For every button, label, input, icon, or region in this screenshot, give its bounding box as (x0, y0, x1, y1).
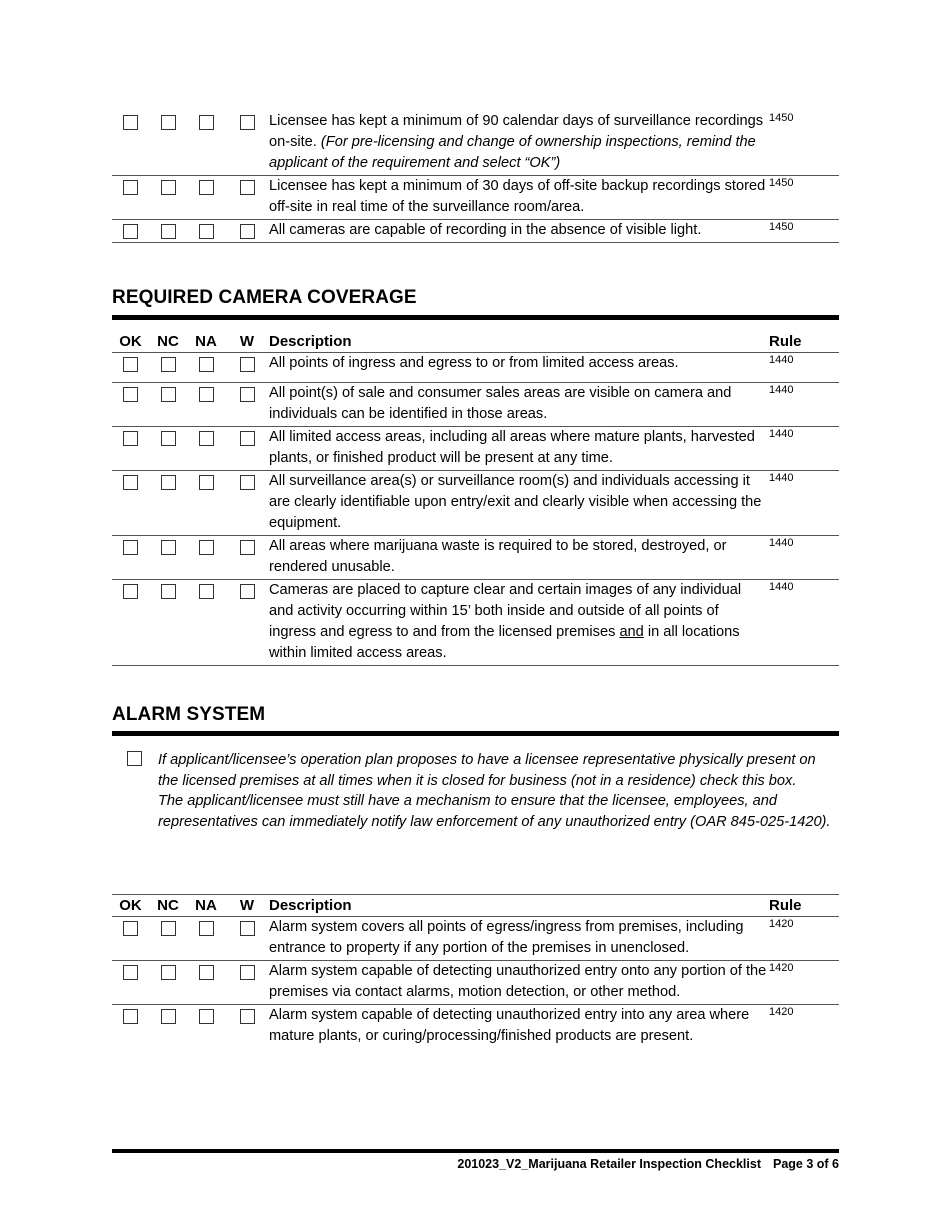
col-header-nc: NC (149, 331, 187, 353)
na-checkbox[interactable] (199, 965, 214, 980)
ok-checkbox[interactable] (123, 180, 138, 195)
col-header-w: W (225, 895, 269, 917)
rule-number: 1440 (769, 427, 839, 471)
table-row (112, 471, 839, 536)
table-row (112, 1005, 839, 1048)
nc-checkbox[interactable] (161, 357, 176, 372)
ok-checkbox[interactable] (123, 431, 138, 446)
rule-number: 1440 (769, 353, 839, 383)
rule-number: 1440 (769, 471, 839, 536)
row-description: All point(s) of sale and consumer sales areas are visible on camera and individuals can be identified in those areas. (269, 383, 769, 427)
checklist-page (112, 0, 839, 1230)
col-header-w: W (225, 331, 269, 353)
na-checkbox[interactable] (199, 115, 214, 130)
w-checkbox[interactable] (240, 921, 255, 936)
underlined-word: and (619, 624, 644, 640)
w-checkbox[interactable] (240, 180, 255, 195)
nc-checkbox[interactable] (161, 431, 176, 446)
nc-checkbox[interactable] (161, 965, 176, 980)
na-checkbox[interactable] (199, 180, 214, 195)
table-header-row (112, 331, 839, 353)
na-checkbox[interactable] (199, 540, 214, 555)
description-text: Cameras are placed to capture clear and certain images of any individual and activity occurring within 15’ both inside and outside of all points of ingress and egress to and from the licensed premises (269, 582, 742, 640)
nc-checkbox[interactable] (161, 180, 176, 195)
col-header-rule: Rule (769, 895, 839, 917)
table-row (112, 353, 839, 383)
row-description (269, 580, 769, 666)
w-checkbox[interactable] (240, 431, 255, 446)
na-checkbox[interactable] (199, 921, 214, 936)
rule-number: 1450 (769, 111, 839, 176)
na-checkbox[interactable] (199, 224, 214, 239)
table-row (112, 917, 839, 961)
description-note: (For pre-licensing and change of ownership inspections, remind the applicant of the requirement and select “OK”) (269, 134, 756, 171)
row-description: All surveillance area(s) or surveillance room(s) and individuals accessing it are clearly identifiable upon entry/exit and clearly visible when accessing the equipment. (269, 471, 769, 536)
row-description: Alarm system covers all points of egress/ingress from premises, including entrance to property if any portion of the premises in unenclosed. (269, 917, 769, 961)
col-header-nc: NC (149, 895, 187, 917)
nc-checkbox[interactable] (161, 115, 176, 130)
table-row (112, 427, 839, 471)
na-checkbox[interactable] (199, 475, 214, 490)
alarm-note-line: If applicant/licensee’s operation plan proposes to have a licensee representative physically present on the licensed premises at all times when it is closed for business (not in a residence) check this box. (158, 752, 816, 789)
representative-present-checkbox[interactable] (127, 751, 142, 766)
nc-checkbox[interactable] (161, 584, 176, 599)
nc-checkbox[interactable] (161, 387, 176, 402)
ok-checkbox[interactable] (123, 224, 138, 239)
section-divider (112, 731, 839, 736)
table-row (112, 536, 839, 580)
na-checkbox[interactable] (199, 584, 214, 599)
alarm-note-text (158, 750, 838, 832)
row-description: All areas where marijuana waste is required to be stored, destroyed, or rendered unusable. (269, 536, 769, 580)
section-divider (112, 315, 839, 320)
rule-number: 1450 (769, 176, 839, 220)
col-header-ok: OK (112, 895, 149, 917)
alarm-section-title: ALARM SYSTEM (112, 704, 266, 725)
row-description: All limited access areas, including all areas where mature plants, harvested plants, or finished product will be present at any time. (269, 427, 769, 471)
na-checkbox[interactable] (199, 387, 214, 402)
rule-number: 1440 (769, 536, 839, 580)
col-header-ok: OK (112, 331, 149, 353)
description-text: in all locations within limited access areas. (269, 624, 740, 661)
nc-checkbox[interactable] (161, 540, 176, 555)
ok-checkbox[interactable] (123, 584, 138, 599)
w-checkbox[interactable] (240, 475, 255, 490)
table-row (112, 111, 839, 176)
col-header-description: Description (269, 331, 769, 353)
description-text: Licensee has kept a minimum of 90 calendar days of surveillance recordings on-site. (269, 113, 764, 150)
ok-checkbox[interactable] (123, 921, 138, 936)
ok-checkbox[interactable] (123, 115, 138, 130)
w-checkbox[interactable] (240, 387, 255, 402)
rule-number: 1440 (769, 383, 839, 427)
ok-checkbox[interactable] (123, 540, 138, 555)
table-row (112, 176, 839, 220)
ok-checkbox[interactable] (123, 387, 138, 402)
rule-number: 1440 (769, 580, 839, 666)
row-description: Licensee has kept a minimum of 30 days of off-site backup recordings stored off-site in real time of the surveillance room/area. (269, 176, 769, 220)
col-header-na: NA (187, 895, 225, 917)
surveillance-recordings-table (112, 111, 839, 243)
camera-coverage-table (112, 331, 839, 666)
footer-divider (112, 1149, 839, 1153)
row-description: All points of ingress and egress to or from limited access areas. (269, 353, 769, 383)
row-description (269, 111, 769, 176)
row-description: All cameras are capable of recording in the absence of visible light. (269, 220, 769, 243)
w-checkbox[interactable] (240, 357, 255, 372)
table-row (112, 220, 839, 243)
w-checkbox[interactable] (240, 965, 255, 980)
rule-number: 1420 (769, 1006, 794, 1018)
w-checkbox[interactable] (240, 584, 255, 599)
table-row (112, 580, 839, 666)
w-checkbox[interactable] (240, 1009, 255, 1024)
nc-checkbox[interactable] (161, 224, 176, 239)
table-header-row (112, 895, 839, 917)
rule-number: 1450 (769, 220, 839, 243)
ok-checkbox[interactable] (123, 357, 138, 372)
ok-checkbox[interactable] (123, 965, 138, 980)
row-description: Alarm system capable of detecting unauthorized entry onto any portion of the premises via contact alarms, motion detection, or other method. (269, 961, 769, 1005)
alarm-note-line: The applicant/licensee must still have a mechanism to ensure that the licensee, employees, and representatives can immediately notify law enforcement of any unauthorized entry (OAR 845-025-1420). (158, 793, 831, 830)
alarm-system-table (112, 895, 839, 1047)
col-header-na: NA (187, 331, 225, 353)
na-checkbox[interactable] (199, 357, 214, 372)
nc-checkbox[interactable] (161, 921, 176, 936)
ok-checkbox[interactable] (123, 475, 138, 490)
w-checkbox[interactable] (240, 115, 255, 130)
table-row (112, 961, 839, 1005)
ok-checkbox[interactable] (123, 1009, 138, 1024)
col-header-description: Description (269, 895, 769, 917)
camera-section-title: REQUIRED CAMERA COVERAGE (112, 287, 417, 308)
w-checkbox[interactable] (240, 540, 255, 555)
na-checkbox[interactable] (199, 431, 214, 446)
page-number: Page 3 of 6 (773, 1157, 839, 1171)
row-description: Alarm system capable of detecting unauthorized entry into any area where mature plants, or curing/processing/finished products are present. (269, 1007, 750, 1044)
na-checkbox[interactable] (199, 1009, 214, 1024)
nc-checkbox[interactable] (161, 1009, 176, 1024)
document-name: 201023_V2_Marijuana Retailer Inspection Checklist (457, 1157, 761, 1171)
rule-number: 1420 (769, 961, 839, 1005)
page-footer (112, 1157, 839, 1171)
table-row (112, 383, 839, 427)
w-checkbox[interactable] (240, 224, 255, 239)
col-header-rule: Rule (769, 331, 839, 353)
rule-number: 1420 (769, 917, 839, 961)
nc-checkbox[interactable] (161, 475, 176, 490)
